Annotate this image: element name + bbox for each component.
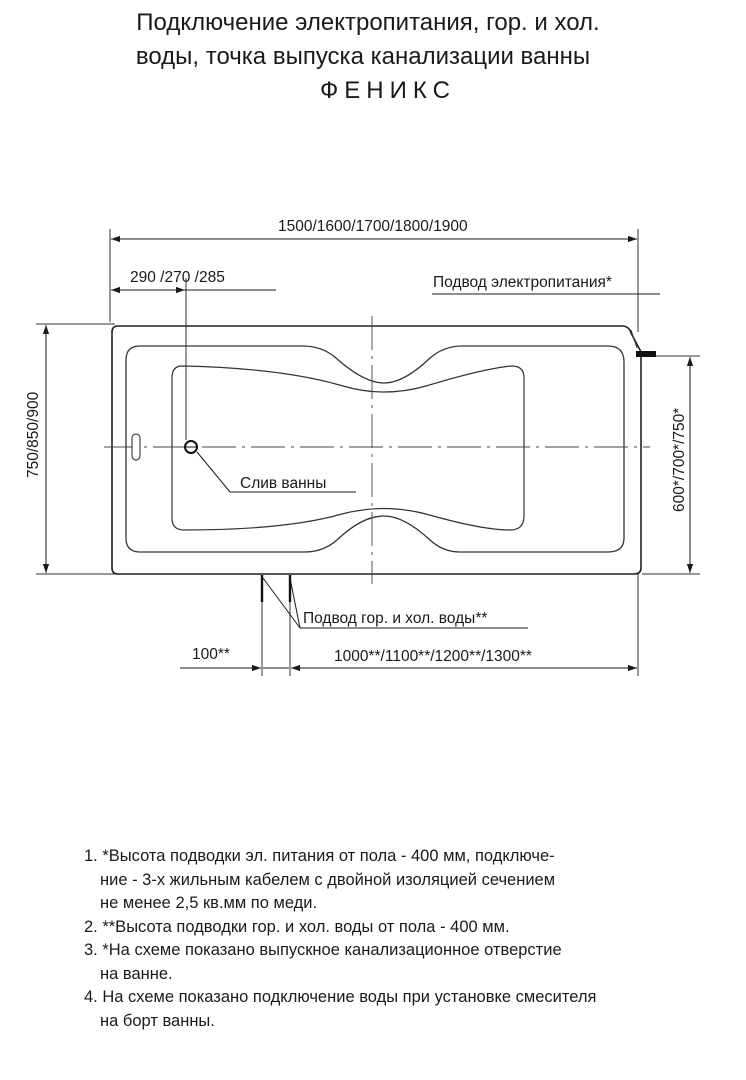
leader-lines	[197, 294, 660, 628]
drain-icon	[185, 441, 197, 453]
bathtub-basin-outline	[126, 346, 624, 552]
dimension-lines	[46, 239, 690, 668]
water-pipes-icon	[262, 575, 290, 602]
note-1-line-1: 1. *Высота подводки эл. питания от пола - 400 мм, подключе-	[84, 847, 555, 865]
note-4-line-1: 4. На схеме показано подключение воды при установке смесителя	[84, 988, 597, 1006]
dim-drain-offset-text: 290 /270 /285	[130, 269, 225, 286]
overflow-icon	[132, 434, 140, 460]
bathtub-bottom-outline	[172, 366, 524, 530]
label-drain: Слив ванны	[240, 475, 327, 492]
title-model-name: ФЕНИКС	[320, 77, 456, 104]
title-line-2: воды, точка выпуска канализации ванны	[135, 43, 591, 70]
dim-water-right-text: 1000**/1100**/1200**/1300**	[334, 648, 532, 665]
notes-list	[84, 845, 724, 1033]
note-2: 2. **Высота подводки гор. и хол. воды от пола - 400 мм.	[84, 917, 510, 936]
dim-power-height-text: 600*/700*/750*	[671, 407, 688, 512]
note-1-line-3: не менее 2,5 кв.мм по меди.	[100, 894, 318, 912]
dim-overall-length-text: 1500/1600/1700/1800/1900	[278, 218, 468, 235]
label-power-supply: Подвод электропитания*	[433, 274, 612, 291]
title-line-1: Подключение электропитания, гор. и хол.	[136, 9, 600, 36]
note-4-line-2: на борт ванны.	[100, 1011, 215, 1030]
dim-water-left-text: 100**	[192, 646, 230, 663]
note-1-line-2: ние - 3-х жильным кабелем с двойной изоляцией сечением	[100, 870, 556, 889]
label-water-supply: Подвод гор. и хол. воды**	[303, 610, 488, 627]
note-3-line-2: на ванне.	[100, 964, 173, 983]
dim-width-text: 750/850/900	[25, 391, 42, 478]
note-3-line-1: 3. *На схеме показано выпускное канализационное отверстие	[84, 941, 562, 959]
power-connector-icon	[631, 330, 656, 357]
